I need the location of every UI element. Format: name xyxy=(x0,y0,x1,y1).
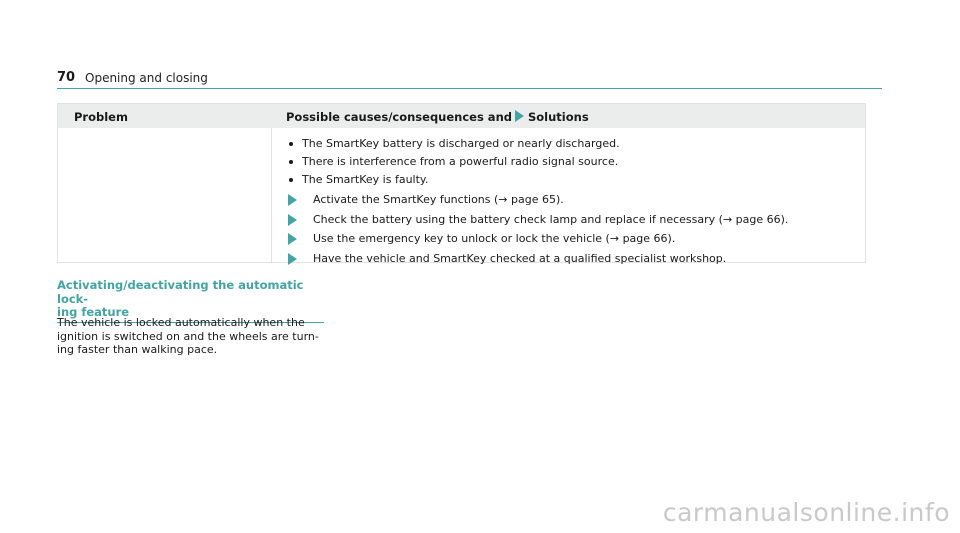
bullet-dot-icon xyxy=(289,142,293,146)
page-number: 70 xyxy=(57,70,76,85)
column-header-solutions xyxy=(286,110,589,124)
causes-list xyxy=(288,135,620,189)
solution-text: Activate the SmartKey functions (→ page 65). xyxy=(313,193,564,206)
section-body xyxy=(57,316,327,357)
problem-solution-table xyxy=(57,103,866,263)
solution-text: Have the vehicle and SmartKey checked at a qualified specialist workshop. xyxy=(313,251,727,265)
section-heading-line: ing feature xyxy=(57,305,130,319)
watermark: carmanualsonline.info xyxy=(662,498,950,527)
bullet-dot-icon xyxy=(289,160,293,164)
column-header-problem: Problem xyxy=(74,110,128,124)
solution-text: Use the emergency key to unlock or lock the vehicle (→ page 66). xyxy=(313,232,676,245)
triangle-arrow-right-icon xyxy=(288,194,297,206)
triangle-arrow-right-icon xyxy=(288,214,297,226)
solution-item xyxy=(286,211,788,231)
triangle-arrow-right-icon xyxy=(288,233,297,245)
solution-item xyxy=(286,191,788,211)
page-section-title: Opening and closing xyxy=(85,71,208,85)
body-line: ing faster than walking pace. xyxy=(57,343,218,356)
column-divider xyxy=(271,128,272,262)
body-line: ignition is switched on and the wheels are turn- xyxy=(57,329,319,343)
table-header-row xyxy=(58,104,865,128)
bullet-dot-icon xyxy=(289,178,293,182)
solution-item xyxy=(286,230,788,250)
solutions-list xyxy=(286,191,788,269)
page-header xyxy=(57,70,882,89)
column-header-solutions-suffix: Solutions xyxy=(528,110,589,124)
column-header-solutions-prefix: Possible causes/consequences and xyxy=(286,110,512,124)
cause-item xyxy=(288,153,620,171)
triangle-arrow-right-icon xyxy=(288,253,297,265)
cause-text: The SmartKey is faulty. xyxy=(302,173,429,186)
cause-item xyxy=(288,171,620,189)
solution-text: Check the battery using the battery check lamp and replace if necessary (→ page 66). xyxy=(313,212,789,226)
cause-text: There is interference from a powerful radio signal source. xyxy=(302,155,619,168)
body-line: The vehicle is locked automatically when the xyxy=(57,316,305,329)
solution-item xyxy=(286,250,788,270)
cause-text: The SmartKey battery is discharged or nearly discharged. xyxy=(302,137,620,150)
section-heading-line: Activating/deactivating the automatic lock- xyxy=(57,278,304,306)
triangle-arrow-right-icon xyxy=(515,110,524,122)
cause-item xyxy=(288,135,620,153)
